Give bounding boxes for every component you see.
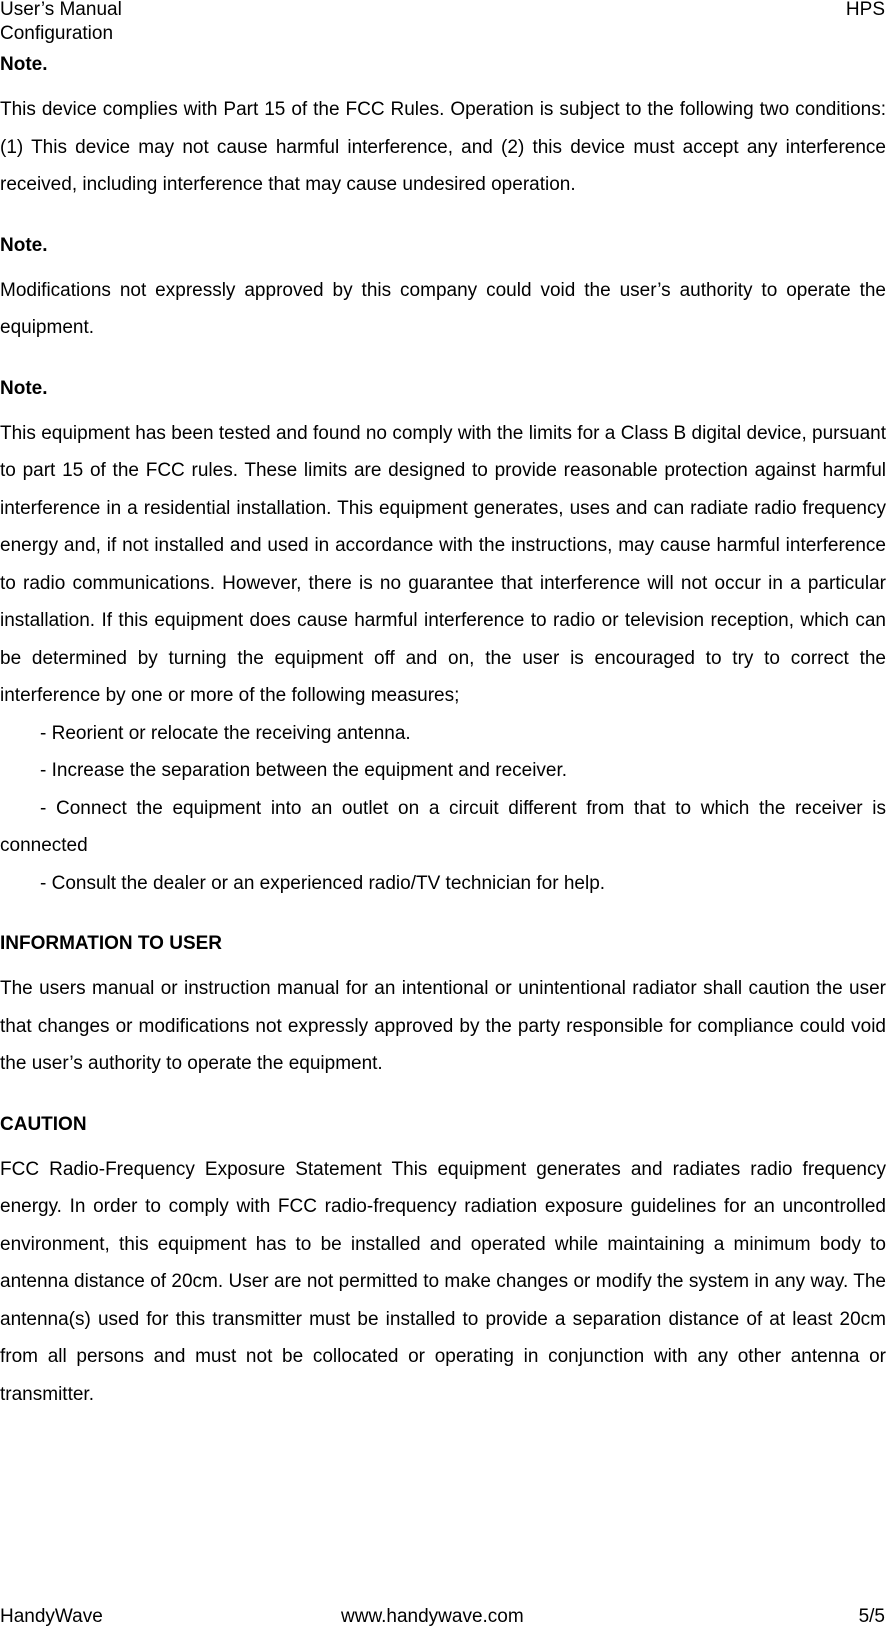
section-text: The users manual or instruction manual for an intentional or unintentional radiator shall caution the user that changes or modifications not expressly approved by the party responsible for compliance could void the user’s authority to operate the equipment. (0, 978, 886, 1074)
section-text: This device complies with Part 15 of the FCC Rules. Operation is subject to the following two conditions: (1) This device may not cause harmful interference, and (2) this device must accept any interference received, including interference that may cause undesired operation. (0, 99, 886, 195)
class-b-note-section (0, 377, 886, 903)
document-body (0, 53, 886, 1443)
header-subtitle: Configuration (0, 23, 114, 44)
header-product-code: HPS (845, 0, 885, 20)
footer-website: www.handywave.com (341, 1606, 524, 1627)
list-item: - Consult the dealer or an experienced radio/TV technician for help. (40, 872, 606, 894)
section-heading: Note. (0, 54, 48, 75)
footer-company: HandyWave (0, 1606, 103, 1627)
list-item: - Connect the equipment into an outlet on a circuit different from that to which the receiver is connected (0, 797, 886, 856)
section-heading: Note. (0, 234, 48, 256)
page-footer (0, 1605, 886, 1629)
section-text: This equipment has been tested and found no comply with the limits for a Class B digital device, pursuant to part 15 of the FCC rules. These limits are designed to provide reasonable protection against harmful interference in a residential installation. This equipment generates, uses and can radiate radio frequency energy and, if not installed and used in accordance with the instructions, may cause harmful interference to radio communications. However, there is no guarantee that interference will not occur in a particular installation. If this equipment does cause harmful interference to radio or television reception, which can be determined by turning the equipment off and on, the user is encouraged to try to correct the interference by one or more of the following measures; (0, 422, 886, 706)
section-heading: INFORMATION TO USER (0, 933, 223, 954)
modification-note-section (0, 234, 886, 347)
caution-section (0, 1113, 886, 1414)
list-item: - Increase the separation between the equipment and receiver. (40, 760, 568, 781)
page-header (0, 0, 122, 46)
section-text: Modifications not expressly approved by this company could void the user’s authority to operate the equipment. (0, 279, 886, 338)
section-heading: Note. (0, 377, 48, 399)
information-to-user-section (0, 932, 886, 1083)
section-heading: CAUTION (0, 1113, 87, 1135)
header-title: User’s Manual (0, 0, 122, 20)
fcc-note-section (0, 53, 886, 204)
section-text: FCC Radio-Frequency Exposure Statement This equipment generates and radiates radio frequency energy. In order to comply with FCC radio-frequency radiation exposure guidelines for an uncontrolled environment, this equipment has to be installed and operated while maintaining a minimum body to antenna distance of 20cm. User are not permitted to make changes or modify the system in any way. The antenna(s) used for this transmitter must be installed to provide a separation distance of at least 20cm from all persons and must not be collocated or operating in conjunction with any other antenna or transmitter. (0, 1158, 886, 1405)
page-number: 5/5 (858, 1606, 885, 1627)
list-item: - Reorient or relocate the receiving antenna. (40, 722, 411, 744)
